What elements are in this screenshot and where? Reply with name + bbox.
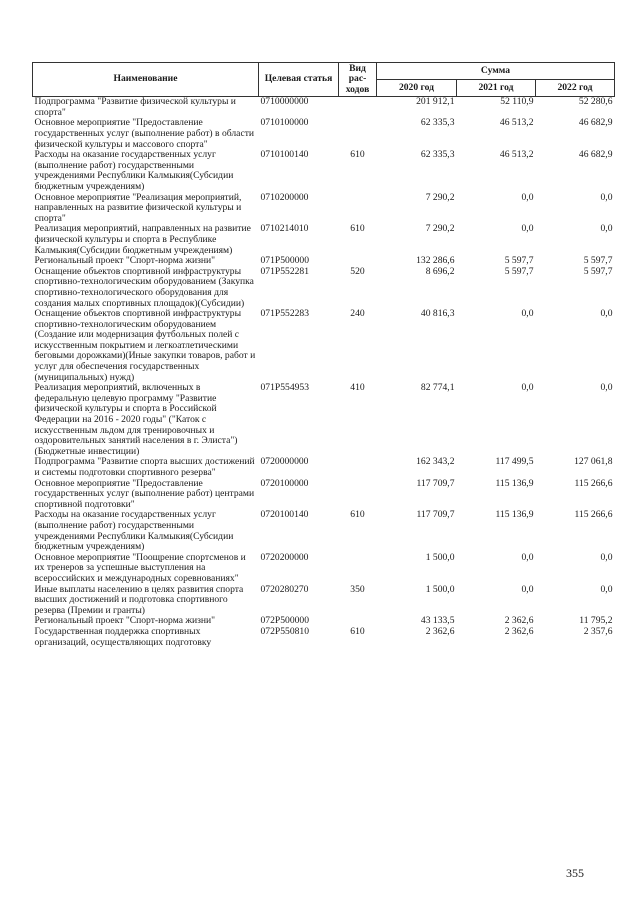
cell-code: 0720200000 — [260, 551, 309, 563]
cell-code: 071P552281 — [260, 265, 310, 277]
header-code: Целевая статья — [259, 63, 339, 97]
cell-vid: 520 — [350, 265, 365, 277]
cell-y2021: 52 110,9 — [500, 96, 534, 108]
cell-y2022: 0,0 — [600, 191, 613, 203]
cell-code: 071P500000 — [260, 255, 310, 267]
table-row — [33, 97, 615, 119]
cell-vid — [339, 457, 377, 478]
cell-y2021: 0,0 — [521, 583, 534, 595]
cell-y2022: 5 597,7 — [583, 255, 613, 267]
cell-code: 0710214010 — [260, 223, 309, 235]
cell-y2020: 2 362,6 — [425, 625, 455, 637]
table-row — [33, 479, 615, 511]
cell-y2021: 2 362,6 — [504, 625, 534, 637]
table-row — [33, 224, 615, 256]
cell-y2020: 43 133,5 — [420, 615, 455, 627]
cell-y2021: 0,0 — [521, 223, 534, 235]
header-2021: 2021 год — [457, 80, 536, 97]
cell-code: 072P550810 — [260, 625, 310, 637]
cell-y2021: 5 597,7 — [504, 255, 534, 267]
cell-y2022: 0,0 — [600, 382, 613, 394]
cell-y2022: 46 682,9 — [578, 149, 613, 161]
cell-y2020: 7 290,2 — [425, 191, 455, 203]
cell-code: 0720100140 — [260, 509, 309, 521]
cell-name: Основное мероприятие "Реализация мероприятий, направленных на развитие физической культуры и спорта" — [34, 191, 242, 224]
cell-y2022: 0,0 — [600, 223, 613, 235]
table-row — [33, 457, 615, 478]
table-header — [33, 63, 615, 97]
cell-vid — [339, 479, 377, 511]
header-name: Наименование — [33, 63, 259, 97]
cell-y2022: 0,0 — [600, 583, 613, 595]
cell-vid: 350 — [350, 583, 365, 595]
cell-y2020: 7 290,2 — [425, 223, 455, 235]
cell-name: Региональный проект "Спорт-норма жизни" — [34, 615, 216, 627]
cell-y2021: 0,0 — [521, 191, 534, 203]
table-row — [33, 383, 615, 457]
cell-name: Расходы на оказание государственных услуг (выполнение работ) государственными учреждениями Республики Калмыкия(Субсидии бюджетным учреждениям) — [34, 509, 234, 553]
cell-y2022: 127 061,8 — [574, 456, 613, 468]
cell-y2022: 52 280,6 — [578, 96, 613, 108]
header-2020: 2020 год — [377, 80, 457, 97]
cell-code: 071P554953 — [260, 382, 310, 394]
table-row — [33, 150, 615, 192]
cell-y2021: 0,0 — [521, 308, 534, 320]
cell-y2021: 115 136,9 — [495, 477, 534, 489]
table-row — [33, 309, 615, 383]
cell-vid: 610 — [350, 149, 365, 161]
cell-y2021: 46 513,2 — [499, 149, 534, 161]
cell-y2022: 0,0 — [600, 308, 613, 320]
table-row — [33, 267, 615, 309]
cell-y2022: 0,0 — [600, 551, 613, 563]
table-row — [33, 193, 615, 225]
cell-y2021: 46 513,2 — [499, 117, 534, 129]
cell-y2020: 40 816,3 — [420, 308, 455, 320]
cell-y2022: 2 357,6 — [583, 625, 613, 637]
page-number: 355 — [566, 866, 584, 880]
cell-y2020: 62 335,3 — [420, 117, 455, 129]
cell-vid: 410 — [350, 382, 365, 394]
cell-y2020: 117 709,7 — [416, 477, 455, 489]
cell-name: Основное мероприятие "Поощрение спортсменов и их тренеров за успешные выступления на всероссийских и международных соревнованиях" — [34, 551, 246, 584]
cell-vid: 610 — [350, 223, 365, 235]
cell-y2021: 117 499,5 — [495, 456, 534, 468]
cell-y2020: 82 774,1 — [420, 382, 455, 394]
header-sum: Сумма — [377, 63, 615, 80]
cell-name: Оснащение объектов спортивной инфраструктуры спортивно-технологическим оборудованием (Создание или модернизация футбольных полей с искусственным покрытием и легкоатлетическими беговыми дорожками)(Иные закупки товаров, работ и услуг для обеспечения государственных (муниципальных) нужд) — [34, 308, 256, 383]
budget-table — [32, 62, 615, 648]
cell-code: 071P552283 — [260, 308, 310, 320]
cell-name: Основное мероприятие "Предоставление государственных услуг (выполнение работ) центрами спортивной подготовки" — [34, 477, 255, 510]
cell-code: 0720000000 — [260, 456, 309, 468]
cell-name: Оснащение объектов спортивной инфраструктуры спортивно-технологическим оборудованием (Закупка спортивно-технологического оборудования для создания малых спортивных площадок)(Субсидии) — [34, 265, 254, 309]
cell-y2020: 132 286,6 — [416, 255, 455, 267]
table-row — [33, 118, 615, 150]
cell-y2020: 62 335,3 — [420, 149, 455, 161]
cell-y2020: 162 343,2 — [416, 456, 455, 468]
cell-vid — [339, 193, 377, 225]
cell-name: Региональный проект "Спорт-норма жизни" — [34, 255, 216, 267]
table-row — [33, 627, 615, 648]
cell-name: Государственная поддержка спортивных организаций, осуществляющих подготовку — [34, 625, 212, 648]
cell-code: 072P500000 — [260, 615, 310, 627]
cell-vid — [339, 97, 377, 119]
cell-y2022: 115 266,6 — [574, 509, 613, 521]
cell-y2021: 5 597,7 — [504, 265, 534, 277]
cell-y2022: 46 682,9 — [578, 117, 613, 129]
cell-y2020: 117 709,7 — [416, 509, 455, 521]
cell-code: 0720280270 — [260, 583, 309, 595]
table-row — [33, 585, 615, 617]
cell-code: 0710000000 — [260, 96, 309, 108]
cell-y2022: 5 597,7 — [583, 265, 613, 277]
cell-y2022: 115 266,6 — [574, 477, 613, 489]
cell-y2020: 1 500,0 — [425, 583, 455, 595]
cell-name: Подпрограмма "Развитие физической культуры и спорта" — [34, 96, 236, 118]
table-body — [33, 97, 615, 648]
table-row — [33, 510, 615, 552]
cell-name: Реализация мероприятий, направленных на развитие физической культуры и спорта в Республике Калмыкия(Субсидии бюджетным учреждениям) — [34, 223, 251, 256]
cell-code: 0710100000 — [260, 117, 309, 129]
cell-vid: 610 — [350, 625, 365, 637]
header-2022: 2022 год — [536, 80, 615, 97]
cell-y2021: 2 362,6 — [504, 615, 534, 627]
cell-vid: 610 — [350, 509, 365, 521]
cell-code: 0720100000 — [260, 477, 309, 489]
cell-name: Расходы на оказание государственных услуг (выполнение работ) государственными учреждениями Республики Калмыкия(Субсидии бюджетным учреждениям) — [34, 149, 234, 192]
cell-y2021: 0,0 — [521, 382, 534, 394]
cell-code: 0710100140 — [260, 149, 309, 161]
cell-y2021: 0,0 — [521, 551, 534, 563]
cell-vid: 240 — [350, 308, 365, 320]
header-vid: Вид рас-ходов — [339, 63, 377, 97]
cell-name: Основное мероприятие "Предоставление государственных услуг (выполнение работ) в области физической культуры и массового спорта" — [34, 117, 255, 150]
cell-name: Подпрограмма "Развитие спорта высших достижений и системы подготовки спортивного резерва" — [34, 456, 255, 478]
cell-y2020: 8 696,2 — [425, 265, 455, 277]
cell-y2020: 201 912,1 — [416, 96, 455, 108]
table-row — [33, 553, 615, 585]
cell-name: Иные выплаты населению в целях развития спорта высших достижений и подготовка спортивного резерва (Премии и гранты) — [34, 583, 244, 616]
cell-vid — [339, 553, 377, 585]
cell-y2022: 11 795,2 — [579, 615, 613, 627]
cell-y2021: 115 136,9 — [495, 509, 534, 521]
cell-name: Реализация мероприятий, включенных в федеральную целевую программу "Развитие физической культуры и спорта в Российской Федерации на 2016 - 2020 годы" ("Каток с искусственным льдом для тренировочных и оздоровительных занятий населения в г. Элиста")(Бюджетные инвестиции) — [34, 382, 238, 457]
cell-code: 0710200000 — [260, 191, 309, 203]
cell-y2020: 1 500,0 — [425, 551, 455, 563]
cell-vid — [339, 118, 377, 150]
